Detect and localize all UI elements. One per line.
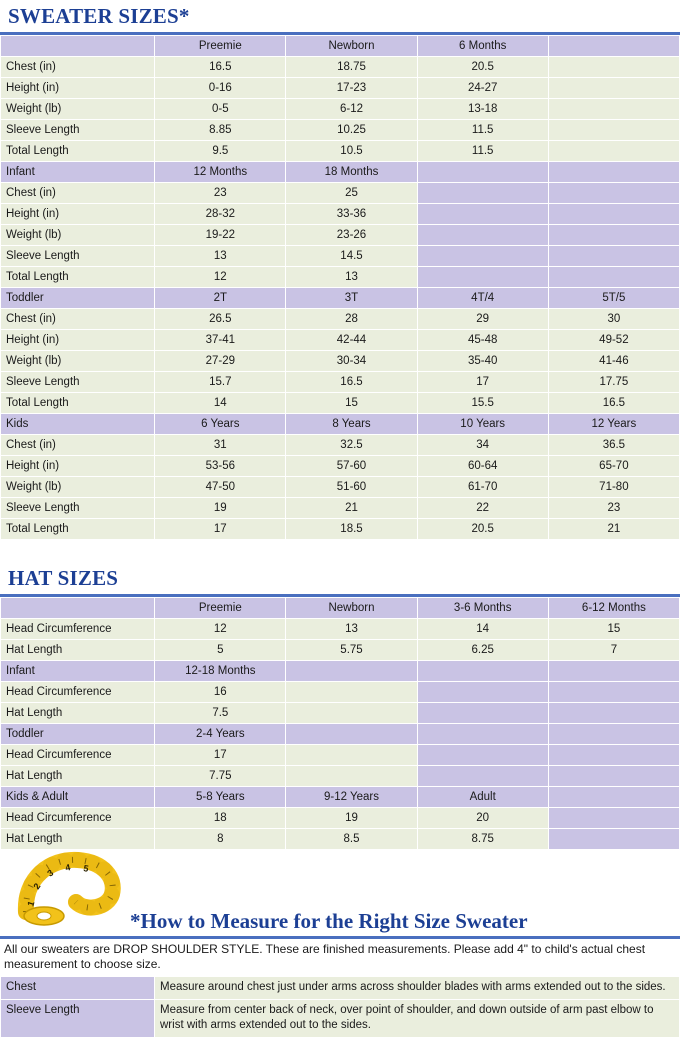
cell-value: 28-32 <box>155 204 286 225</box>
cell-value: 18.5 <box>286 519 417 540</box>
table-row <box>1 246 680 267</box>
hat-sizes-table <box>0 597 680 850</box>
cell-value: 0-5 <box>155 99 286 120</box>
table-row <box>1 808 680 829</box>
cell-value: 12 <box>155 267 286 288</box>
cell-value: 8 <box>155 829 286 850</box>
table-row <box>1 309 680 330</box>
row-label: Sleeve Length <box>1 498 155 519</box>
cell-empty <box>548 829 679 850</box>
cell-empty <box>286 766 417 787</box>
svg-text:3: 3 <box>45 867 56 879</box>
cell-value: 8.75 <box>417 829 548 850</box>
cell-value: 13 <box>155 246 286 267</box>
table-row <box>1 183 680 204</box>
column-header: 3-6 Months <box>417 598 548 619</box>
cell-value: 16.5 <box>548 393 679 414</box>
table-row <box>1 977 680 1000</box>
cell-value: 10.25 <box>286 120 417 141</box>
column-header: 6-12 Months <box>548 598 679 619</box>
cell-value: 5.75 <box>286 640 417 661</box>
row-label: Total Length <box>1 267 155 288</box>
cell-value: 6.25 <box>417 640 548 661</box>
column-header: 5-8 Years <box>155 787 286 808</box>
table-row <box>1 330 680 351</box>
row-label: Chest (in) <box>1 309 155 330</box>
cell-empty <box>548 703 679 724</box>
row-label: Hat Length <box>1 640 155 661</box>
cell-value: 14.5 <box>286 246 417 267</box>
cell-value: 28 <box>286 309 417 330</box>
cell-value: 61-70 <box>417 477 548 498</box>
cell-empty <box>417 682 548 703</box>
cell-value: 51-60 <box>286 477 417 498</box>
table-row <box>1 498 680 519</box>
how-to-measure-section <box>0 850 680 1038</box>
svg-text:2: 2 <box>31 881 43 892</box>
cell-value <box>548 99 679 120</box>
table-row <box>1 351 680 372</box>
cell-value: 8.5 <box>286 829 417 850</box>
cell-value: 32.5 <box>286 435 417 456</box>
cell-value: 16.5 <box>286 372 417 393</box>
cell-value: 23-26 <box>286 225 417 246</box>
cell-value: 5 <box>155 640 286 661</box>
group-label <box>1 598 155 619</box>
column-header: Adult <box>417 787 548 808</box>
row-label: Chest (in) <box>1 183 155 204</box>
column-header: 5T/5 <box>548 288 679 309</box>
table-row <box>1 519 680 540</box>
group-label: Toddler <box>1 724 155 745</box>
table-row <box>1 141 680 162</box>
cell-value: 22 <box>417 498 548 519</box>
cell-value: 13 <box>286 619 417 640</box>
table-row <box>1 204 680 225</box>
table-header-row <box>1 36 680 57</box>
cell-value: 15 <box>286 393 417 414</box>
cell-empty <box>548 204 679 225</box>
group-label: Kids <box>1 414 155 435</box>
cell-value: 15.5 <box>417 393 548 414</box>
column-header: Newborn <box>286 598 417 619</box>
cell-value: 49-52 <box>548 330 679 351</box>
cell-empty <box>417 204 548 225</box>
cell-value: 37-41 <box>155 330 286 351</box>
cell-value: 18 <box>155 808 286 829</box>
row-label: Weight (lb) <box>1 477 155 498</box>
column-header: 18 Months <box>286 162 417 183</box>
cell-value: 16 <box>155 682 286 703</box>
cell-empty <box>286 703 417 724</box>
table-header-row <box>1 598 680 619</box>
cell-value: 33-36 <box>286 204 417 225</box>
row-label: Height (in) <box>1 204 155 225</box>
cell-value: 7 <box>548 640 679 661</box>
cell-value: 17 <box>155 519 286 540</box>
table-header-row <box>1 288 680 309</box>
group-label: Kids & Adult <box>1 787 155 808</box>
cell-value: 41-46 <box>548 351 679 372</box>
svg-text:4: 4 <box>64 862 72 873</box>
table-row <box>1 1000 680 1038</box>
cell-empty <box>417 267 548 288</box>
cell-empty <box>548 246 679 267</box>
cell-value: 30-34 <box>286 351 417 372</box>
cell-value: 19 <box>286 808 417 829</box>
table-row <box>1 477 680 498</box>
cell-value: 15.7 <box>155 372 286 393</box>
hat-sizes-title: HAT SIZES <box>8 566 119 590</box>
row-label: Height (in) <box>1 78 155 99</box>
column-header: 12 Months <box>155 162 286 183</box>
cell-value: 47-50 <box>155 477 286 498</box>
cell-value: 71-80 <box>548 477 679 498</box>
row-label: Head Circumference <box>1 808 155 829</box>
cell-value: 17 <box>155 745 286 766</box>
table-row <box>1 640 680 661</box>
row-label: Weight (lb) <box>1 225 155 246</box>
cell-empty <box>548 225 679 246</box>
row-label: Hat Length <box>1 829 155 850</box>
row-label: Total Length <box>1 519 155 540</box>
sweater-sizes-table <box>0 35 680 540</box>
cell-value: 23 <box>155 183 286 204</box>
row-label: Chest (in) <box>1 435 155 456</box>
column-header: 12-18 Months <box>155 661 286 682</box>
measure-instructions-table <box>0 976 680 1038</box>
table-row <box>1 619 680 640</box>
table-row <box>1 829 680 850</box>
table-row <box>1 225 680 246</box>
group-label: Infant <box>1 661 155 682</box>
cell-empty <box>286 745 417 766</box>
table-row <box>1 682 680 703</box>
cell-value <box>548 78 679 99</box>
row-label: Height (in) <box>1 456 155 477</box>
row-label: Hat Length <box>1 703 155 724</box>
column-header: 6 Months <box>417 36 548 57</box>
cell-value: 60-64 <box>417 456 548 477</box>
cell-value: 17.75 <box>548 372 679 393</box>
cell-value: 7.75 <box>155 766 286 787</box>
row-label: Sleeve Length <box>1 372 155 393</box>
column-header <box>548 661 679 682</box>
row-label: Height (in) <box>1 330 155 351</box>
cell-value: 6-12 <box>286 99 417 120</box>
cell-value: 18.75 <box>286 57 417 78</box>
column-header <box>548 162 679 183</box>
row-label: Total Length <box>1 141 155 162</box>
row-label: Chest (in) <box>1 57 155 78</box>
column-header: 4T/4 <box>417 288 548 309</box>
table-row <box>1 372 680 393</box>
row-label: Weight (lb) <box>1 99 155 120</box>
cell-empty <box>417 225 548 246</box>
cell-value <box>548 141 679 162</box>
measure-intro-text: All our sweaters are DROP SHOULDER STYLE. These are finished measurements. Please add 4" to child's actual chest measurement to choose size. <box>4 942 646 971</box>
group-label: Infant <box>1 162 155 183</box>
table-row <box>1 435 680 456</box>
table-header-row <box>1 724 680 745</box>
cell-value: 30 <box>548 309 679 330</box>
cell-value: 27-29 <box>155 351 286 372</box>
cell-value: 10.5 <box>286 141 417 162</box>
column-header: 10 Years <box>417 414 548 435</box>
cell-value: 20 <box>417 808 548 829</box>
column-header: 8 Years <box>286 414 417 435</box>
row-label: Hat Length <box>1 766 155 787</box>
cell-value: 31 <box>155 435 286 456</box>
cell-value: 20.5 <box>417 57 548 78</box>
svg-text:1: 1 <box>25 899 37 908</box>
cell-value: 45-48 <box>417 330 548 351</box>
row-label: Sleeve Length <box>1 1000 155 1038</box>
table-row <box>1 456 680 477</box>
table-row <box>1 99 680 120</box>
column-header: 9-12 Years <box>286 787 417 808</box>
table-header-row <box>1 162 680 183</box>
group-label <box>1 36 155 57</box>
cell-value: 21 <box>286 498 417 519</box>
cell-empty <box>548 766 679 787</box>
column-header: 2-4 Years <box>155 724 286 745</box>
column-header <box>417 661 548 682</box>
row-label: Head Circumference <box>1 745 155 766</box>
cell-value: 19 <box>155 498 286 519</box>
cell-value: 11.5 <box>417 141 548 162</box>
cell-empty <box>548 745 679 766</box>
column-header: 2T <box>155 288 286 309</box>
cell-value: 13-18 <box>417 99 548 120</box>
table-row <box>1 267 680 288</box>
cell-empty <box>548 808 679 829</box>
cell-empty <box>417 183 548 204</box>
cell-value: 15 <box>548 619 679 640</box>
cell-value: 34 <box>417 435 548 456</box>
tape-measure-illustration <box>16 850 126 928</box>
column-header: Preemie <box>155 598 286 619</box>
row-label: Sleeve Length <box>1 246 155 267</box>
cell-empty <box>417 703 548 724</box>
cell-empty <box>417 766 548 787</box>
cell-value: 17-23 <box>286 78 417 99</box>
column-header: 12 Years <box>548 414 679 435</box>
column-header <box>548 724 679 745</box>
column-header <box>417 162 548 183</box>
cell-value: 16.5 <box>155 57 286 78</box>
cell-value: 26.5 <box>155 309 286 330</box>
cell-value <box>548 57 679 78</box>
cell-value: 0-16 <box>155 78 286 99</box>
cell-value: 23 <box>548 498 679 519</box>
row-label: Head Circumference <box>1 682 155 703</box>
cell-value: 24-27 <box>417 78 548 99</box>
cell-value: 20.5 <box>417 519 548 540</box>
column-header: 6 Years <box>155 414 286 435</box>
table-row <box>1 745 680 766</box>
cell-empty <box>417 246 548 267</box>
cell-value: 14 <box>155 393 286 414</box>
group-label: Toddler <box>1 288 155 309</box>
cell-value: 42-44 <box>286 330 417 351</box>
cell-value: 7.5 <box>155 703 286 724</box>
table-row <box>1 393 680 414</box>
svg-text:5: 5 <box>82 863 90 874</box>
column-header: Newborn <box>286 36 417 57</box>
column-header <box>548 36 679 57</box>
sweater-sizes-title: SWEATER SIZES* <box>8 4 190 28</box>
cell-empty <box>548 183 679 204</box>
cell-empty <box>286 682 417 703</box>
column-header <box>548 787 679 808</box>
row-label: Weight (lb) <box>1 351 155 372</box>
column-header: 3T <box>286 288 417 309</box>
cell-value: 57-60 <box>286 456 417 477</box>
column-header <box>417 724 548 745</box>
table-row <box>1 703 680 724</box>
cell-value: Measure around chest just under arms across shoulder blades with arms extended out to the sides. <box>155 977 680 1000</box>
cell-value: 65-70 <box>548 456 679 477</box>
cell-value: 9.5 <box>155 141 286 162</box>
section-spacer <box>0 540 680 562</box>
cell-value: 13 <box>286 267 417 288</box>
cell-empty <box>417 745 548 766</box>
row-label: Chest <box>1 977 155 1000</box>
cell-value: 29 <box>417 309 548 330</box>
cell-value <box>548 120 679 141</box>
cell-value: 53-56 <box>155 456 286 477</box>
cell-value: 14 <box>417 619 548 640</box>
cell-value: 19-22 <box>155 225 286 246</box>
row-label: Sleeve Length <box>1 120 155 141</box>
cell-empty <box>548 682 679 703</box>
cell-value: 35-40 <box>417 351 548 372</box>
table-row <box>1 78 680 99</box>
table-header-row <box>1 661 680 682</box>
row-label: Total Length <box>1 393 155 414</box>
cell-value: 25 <box>286 183 417 204</box>
cell-value: Measure from center back of neck, over point of shoulder, and down outside of arm past elbow to wrist with arms extended out to the sides. <box>155 1000 680 1038</box>
cell-value: 17 <box>417 372 548 393</box>
cell-value: 11.5 <box>417 120 548 141</box>
column-header <box>286 661 417 682</box>
table-row <box>1 766 680 787</box>
table-row <box>1 120 680 141</box>
table-header-row <box>1 787 680 808</box>
cell-value: 36.5 <box>548 435 679 456</box>
row-label: Head Circumference <box>1 619 155 640</box>
column-header: Preemie <box>155 36 286 57</box>
table-header-row <box>1 414 680 435</box>
column-header <box>286 724 417 745</box>
table-row <box>1 57 680 78</box>
cell-value: 8.85 <box>155 120 286 141</box>
how-to-measure-title: *How to Measure for the Right Size Sweater <box>130 909 528 933</box>
cell-value: 21 <box>548 519 679 540</box>
cell-empty <box>548 267 679 288</box>
cell-value: 12 <box>155 619 286 640</box>
